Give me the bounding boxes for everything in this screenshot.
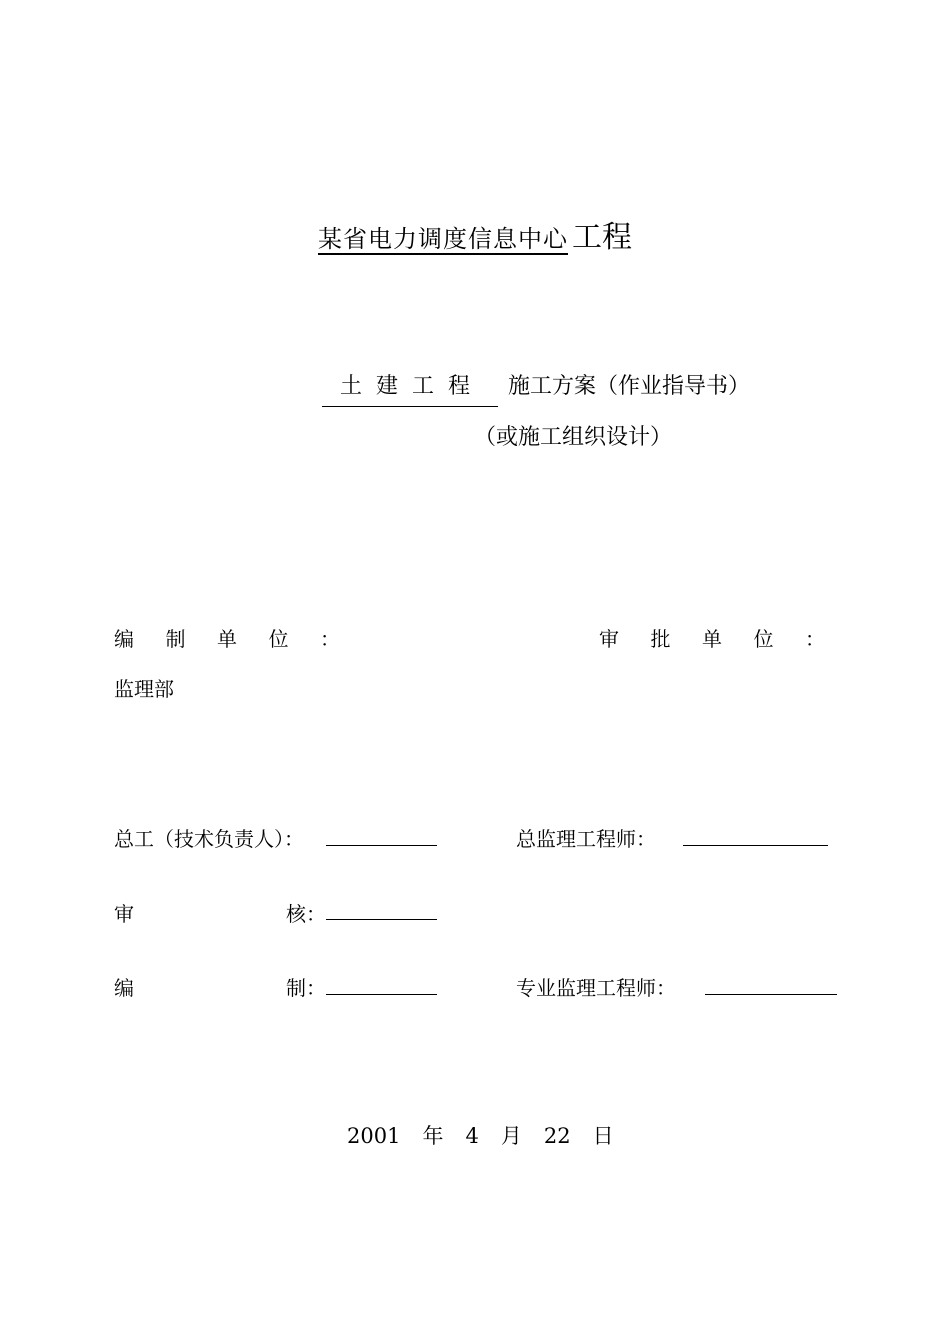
specialist-supervisor-label: 专业监理工程师： [516,976,676,1000]
chief-supervisor-label: 总监理工程师： [516,827,656,851]
date-year-unit: 年 [422,1124,444,1148]
compile-signature-line[interactable] [326,994,437,995]
approve-unit-char: 审 [599,627,619,651]
project-suffix: 工程 [572,220,632,255]
project-name: 某省电力调度信息中心 [318,225,568,253]
prepare-unit-char: 单 [217,627,237,651]
plan-type: 土建工程 [322,370,498,407]
date-day: 22 [543,1124,571,1148]
prepare-unit-char: ： [320,627,340,651]
review-label [114,898,326,927]
date-month-unit: 月 [500,1124,522,1148]
prepare-unit-char: 位 [268,627,289,651]
chief-engineer-label: 总工（技术负责人）： [114,827,304,851]
approve-unit-char: ： [805,627,825,651]
project-title [318,218,632,259]
prepare-unit-char: 编 [114,627,134,651]
prepare-unit-label [114,623,340,652]
compile-label-char: 制： [286,976,326,1000]
plan-title-line [322,370,750,407]
specialist-supervisor-signature-line[interactable] [705,994,837,995]
date-month: 4 [465,1124,479,1148]
approve-unit-label [599,623,825,652]
chief-supervisor-signature-line[interactable] [683,845,828,846]
approve-unit-char: 单 [702,627,722,651]
date-day-unit: 日 [592,1124,614,1148]
date-year: 2001 [347,1124,401,1148]
review-signature-line[interactable] [326,919,437,920]
compile-label-char: 编 [114,976,134,1000]
prepare-unit-char: 制 [165,627,186,651]
approve-unit-char: 位 [753,627,774,651]
compile-label [114,972,326,1001]
plan-title: 施工方案（作业指导书） [508,374,751,399]
document-date [347,1120,636,1150]
review-label-char: 核： [286,902,326,926]
plan-subtitle: （或施工组织设计） [474,425,673,450]
approve-unit-char: 批 [650,627,671,651]
chief-engineer-signature-line[interactable] [326,845,437,846]
review-label-char: 审 [114,902,134,926]
approve-unit-value: 监理部 [114,677,174,701]
units-row [114,623,830,651]
